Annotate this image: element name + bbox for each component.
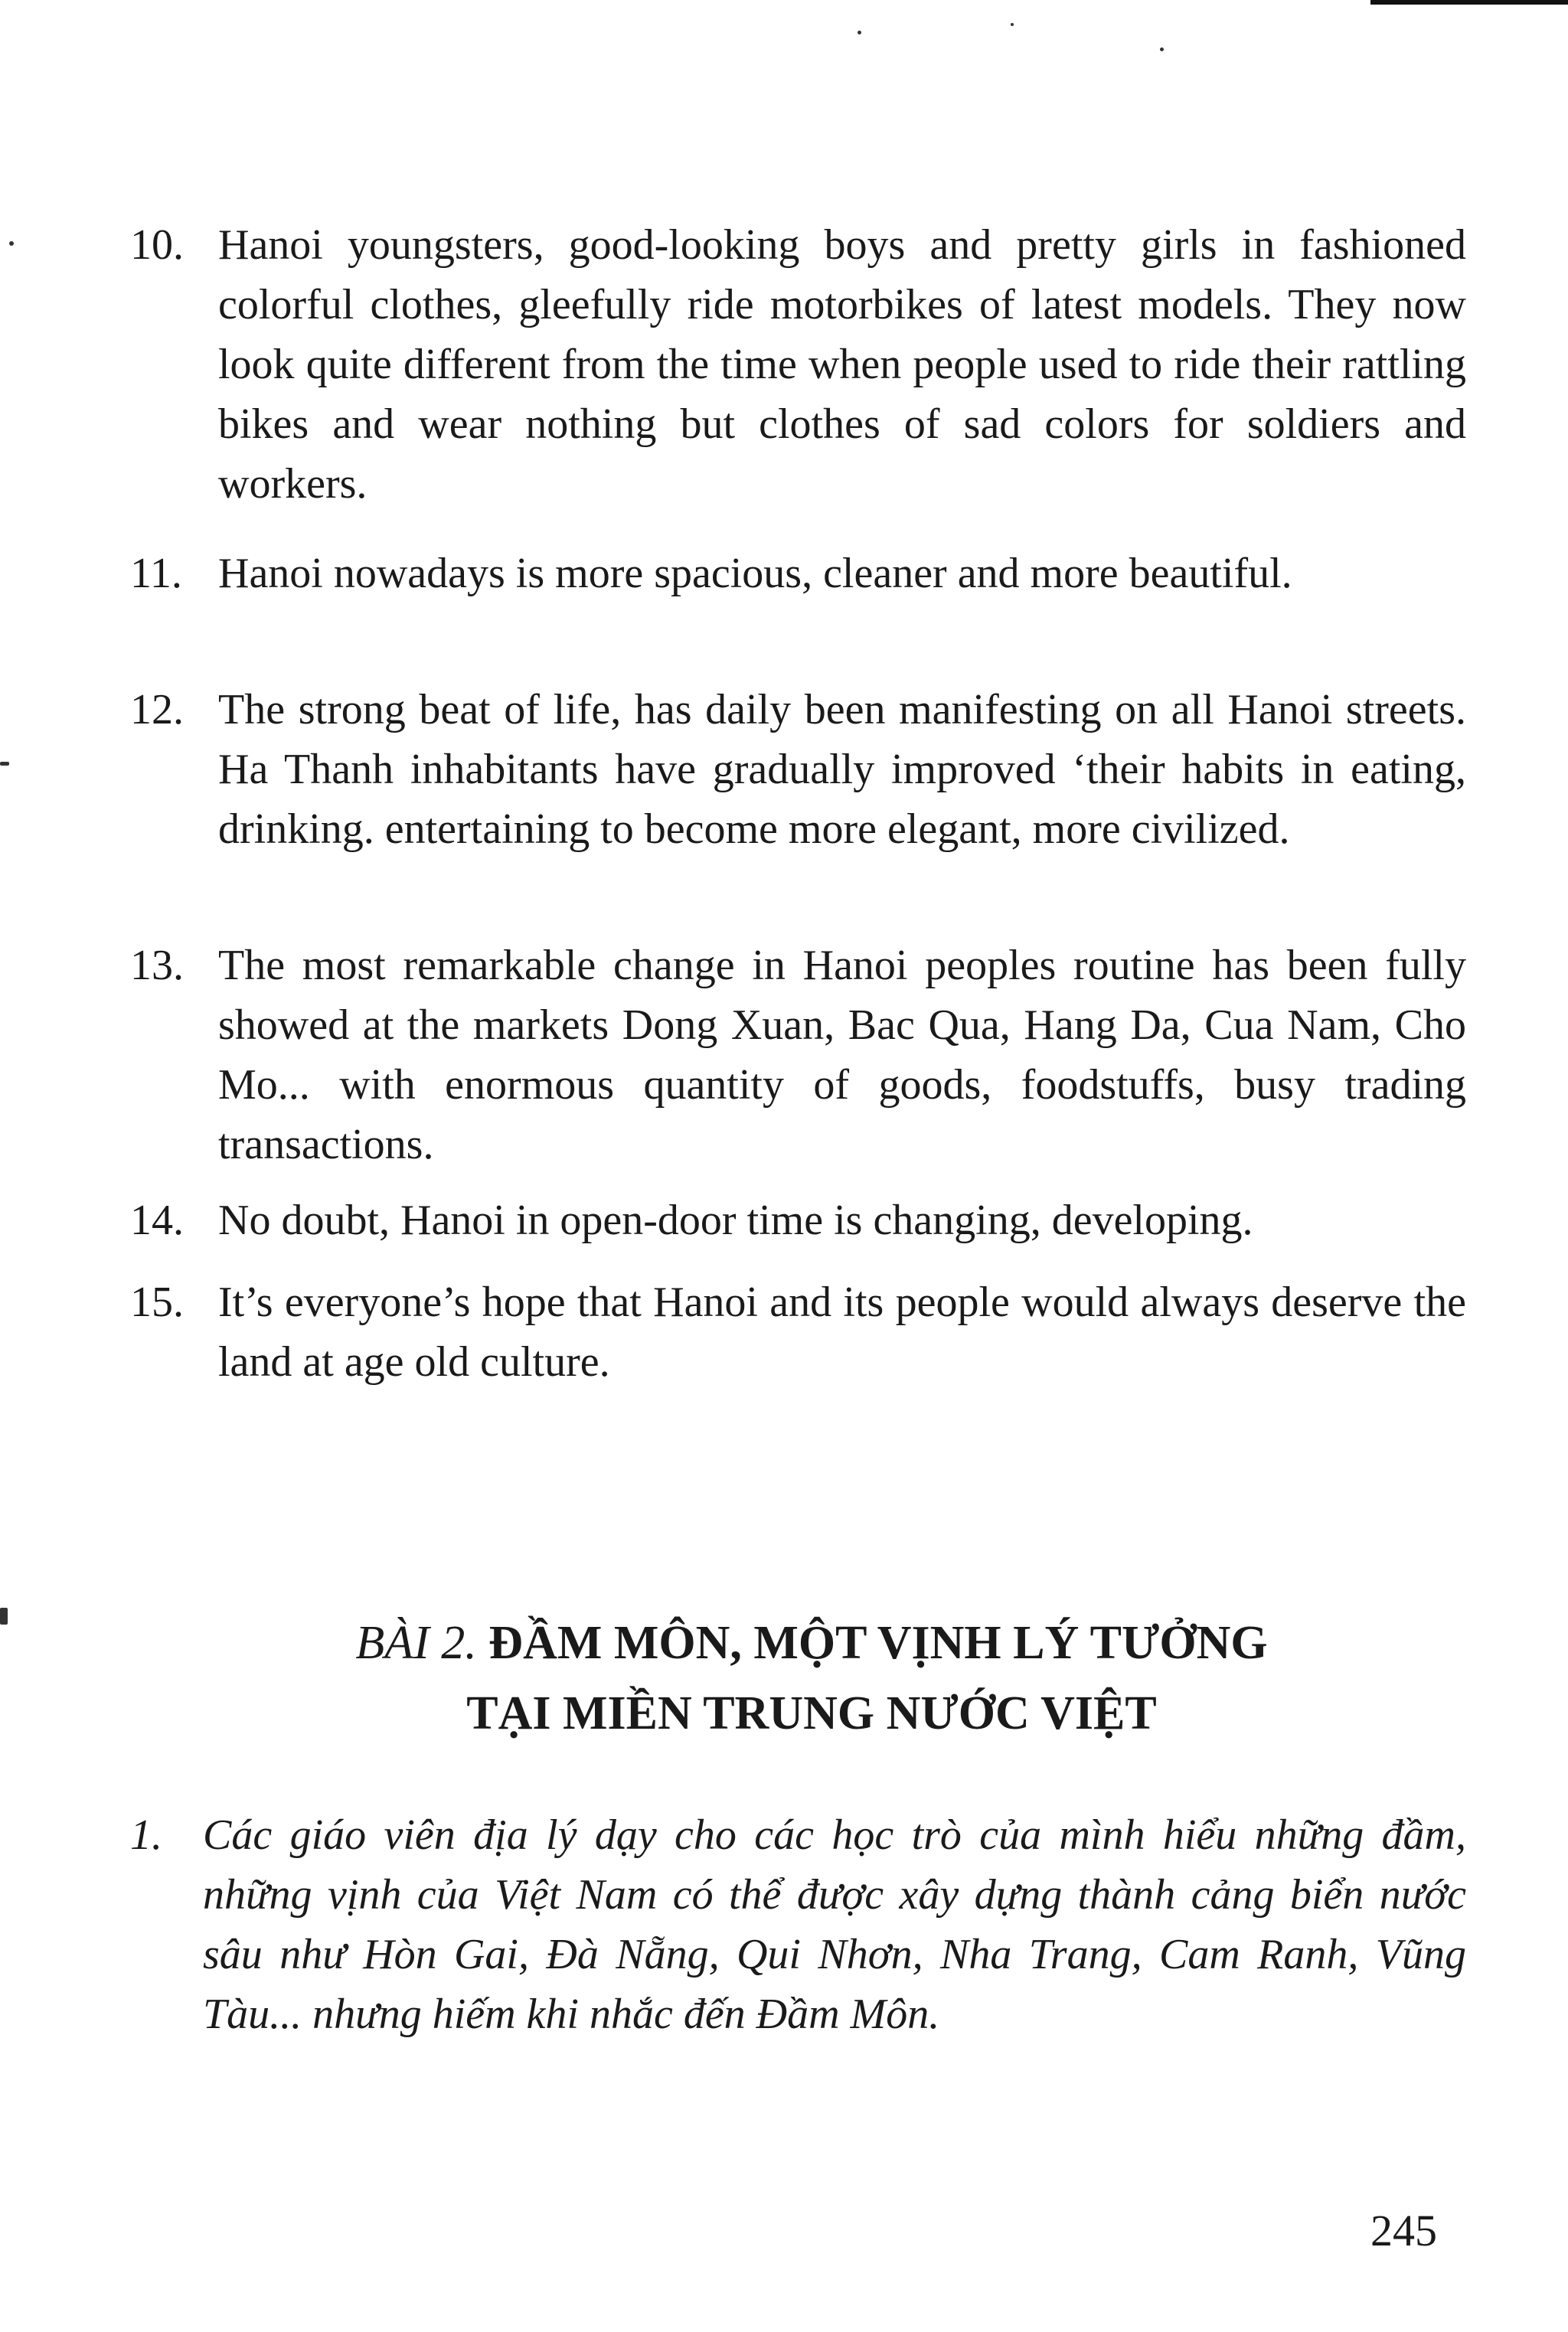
list-item [130, 215, 1466, 514]
lesson-prefix: BÀI 2. [355, 1617, 477, 1669]
item-number: 1. [130, 1811, 162, 1859]
item-number: 13. [130, 942, 184, 989]
scan-speck [9, 241, 14, 246]
scan-speck [1011, 23, 1014, 26]
list-item [130, 680, 1466, 859]
scan-speck [0, 1608, 8, 1625]
scan-speck [0, 762, 9, 766]
list-item [130, 544, 1466, 603]
item-text: The strong beat of life, has daily been manifesting on all Hanoi streets. Ha Thanh inhabitants have gradually improved ‘their habits in eating, drinking. entertaining to become more elegant, more civilized. [218, 686, 1466, 853]
list-item [130, 936, 1466, 1174]
page-number: 245 [1370, 2206, 1437, 2255]
item-number: 14. [130, 1197, 184, 1244]
item-number: 10. [130, 221, 184, 269]
scan-speck [1160, 47, 1164, 51]
lesson-title-line2: TẠI MIỀN TRUNG NƯỚC VIỆT [466, 1687, 1157, 1739]
lesson-heading-line1 [199, 1608, 1424, 1678]
scan-speck [858, 31, 861, 34]
item-number: 12. [130, 686, 184, 733]
list-item [130, 1272, 1466, 1392]
top-edge-rule [1370, 0, 1568, 5]
list-item [130, 1805, 1466, 2044]
item-text: Các giáo viên địa lý dạy cho các học trò của mình hiểu những đầm, những vịnh của Việt Nam có thể được xây dựng thành cảng biển nước sâu như Hòn Gai, Đà Nẵng, Qui Nhơn, Nha Trang, Cam Ranh, Vũng Tàu... nhưng hiếm khi nhắc đến Đầm Môn. [203, 1811, 1466, 2038]
lesson-heading [199, 1608, 1424, 1749]
item-text: Hanoi nowadays is more spacious, cleaner and more beautiful. [218, 550, 1292, 597]
item-number: 11. [130, 550, 182, 597]
item-text: The most remarkable change in Hanoi peoples routine has been fully showed at the markets Dong Xuan, Bac Qua, Hang Da, Cua Nam, Cho Mo... with enormous quantity of goods, foodstuffs, busy trading transactions. [218, 942, 1466, 1168]
item-number: 15. [130, 1279, 184, 1326]
lesson-title-line1: ĐẦM MÔN, MỘT VỊNH LÝ TƯỞNG [488, 1617, 1268, 1669]
item-text: No doubt, Hanoi in open-door time is changing, developing. [218, 1197, 1253, 1244]
list-item [130, 1190, 1466, 1250]
item-text: It’s everyone’s hope that Hanoi and its people would always deserve the land at age old culture. [218, 1279, 1466, 1386]
item-text: Hanoi youngsters, good-looking boys and pretty girls in fashioned colorful clothes, gleefully ride motorbikes of latest models. They now look quite different from the time when people used to ride their rattling bikes and wear nothing but clothes of sad colors for soldiers and workers. [218, 221, 1466, 508]
